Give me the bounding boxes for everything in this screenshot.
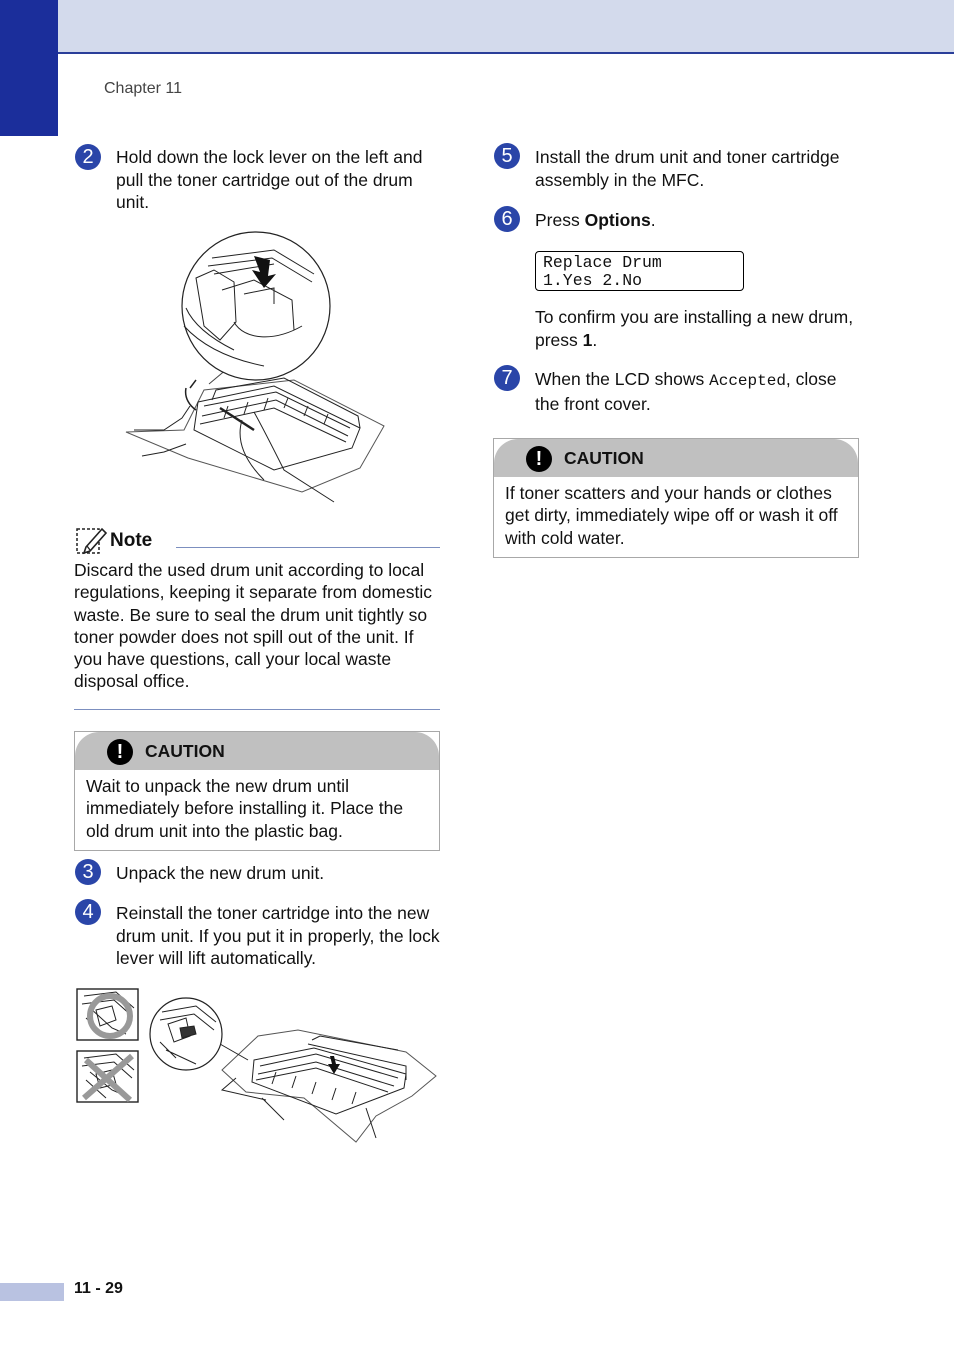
caution-label: CAUTION [145, 741, 225, 761]
note-end-divider [74, 709, 440, 710]
note-text: Discard the used drum unit according to local regulations, keeping it separate from domestic waste. Be sure to seal the drum unit tightly so toner powder does not spill out of the unit. If you have questions, call your local waste disposal office. [74, 560, 432, 692]
note-divider [176, 547, 440, 548]
key-1-label: 1 [582, 329, 593, 350]
chapter-label: Chapter 11 [104, 80, 182, 97]
lcd-accepted-text: Accepted [709, 372, 786, 390]
lcd-line-1: Replace Drum [543, 253, 662, 272]
caution-header [75, 732, 439, 770]
chapter-tab [0, 0, 58, 136]
lcd-display [535, 251, 744, 291]
caution-box-2 [493, 438, 859, 558]
note-label: Note [110, 530, 153, 551]
options-key-label: Options [584, 210, 651, 230]
step-6-confirm-text: To confirm you are installing a new drum, press 1. [535, 307, 854, 350]
step-number-4: 4 [75, 899, 101, 925]
caution-box-1 [74, 731, 440, 851]
step-number-6: 6 [494, 206, 520, 232]
step-3-text: Unpack the new drum unit. [116, 863, 325, 883]
caution-header [494, 439, 858, 477]
lcd-line-2: 1.Yes 2.No [543, 271, 643, 290]
caution-text: Wait to unpack the new drum until immediately before installing it. Place the old drum unit into the plastic bag. [75, 770, 439, 850]
reinstall-toner-illustration [76, 988, 440, 1148]
step-2-text: Hold down the lock lever on the left and pull the toner cartridge out of the drum unit. [116, 147, 423, 212]
note-header [74, 524, 440, 556]
step-7-text: When the LCD shows Accepted, close the front cover. [535, 369, 837, 414]
step-number-3: 3 [75, 859, 101, 885]
step-number-7: 7 [494, 365, 520, 391]
footer-tab [0, 1283, 64, 1301]
note-pencil-icon [76, 525, 108, 555]
caution-text: If toner scatters and your hands or clothes get dirty, immediately wipe off or wash it off with cold water. [494, 477, 858, 557]
remove-toner-illustration [124, 230, 390, 508]
step-5-text: Install the drum unit and toner cartridge assembly in the MFC. [535, 147, 840, 190]
step-6-text: Press Options. [535, 210, 656, 230]
exclamation-icon: ! [526, 446, 552, 472]
step-number-2: 2 [75, 144, 101, 170]
step-4-text: Reinstall the toner cartridge into the new drum unit. If you put it in properly, the lock lever will lift automatically. [116, 903, 440, 968]
page-number: 11 - 29 [74, 1280, 123, 1297]
step-number-5: 5 [494, 143, 520, 169]
caution-label: CAUTION [564, 448, 644, 468]
exclamation-icon: ! [107, 739, 133, 765]
header-band [58, 0, 954, 54]
